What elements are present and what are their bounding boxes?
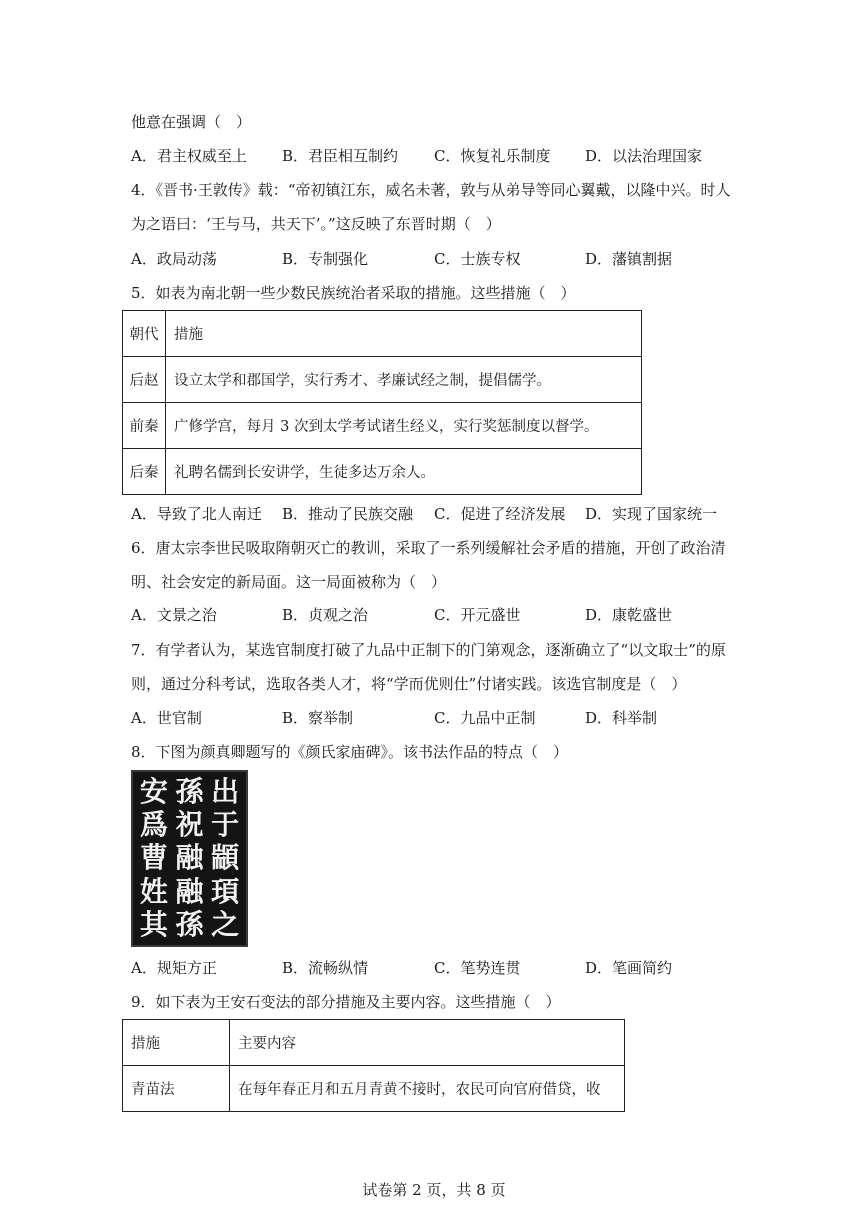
table-cell: 前秦 xyxy=(123,403,166,449)
q4-stem-line1: 4．《晋书·王敦传》载：“帝初镇江东，威名未著，敦与从弟导等同心翼戴，以隆中兴。时人 xyxy=(131,181,731,199)
q4-option-a: A．政局动荡 xyxy=(131,250,217,268)
calligraphy-char: 融 xyxy=(175,874,204,908)
q6-options xyxy=(131,605,751,625)
q5-stem: 5．如表为南北朝一些少数民族统治者采取的措施。这些措施（ ） xyxy=(131,284,576,302)
calligraphy-char: 出 xyxy=(211,774,240,808)
q3-option-d: D．以法治理国家 xyxy=(585,147,703,165)
calligraphy-char: 爲 xyxy=(139,808,168,842)
calligraphy-char: 姓 xyxy=(139,874,168,908)
calligraphy-char: 頊 xyxy=(211,874,240,908)
table-header-cell: 措施 xyxy=(166,311,642,357)
page-footer: 试卷第 2 页，共 8 页 xyxy=(362,1181,506,1199)
calligraphy-char: 曹 xyxy=(139,841,168,875)
calligraphy-char: 顓 xyxy=(211,841,240,875)
q5-option-b: B．推动了民族交融 xyxy=(282,505,414,523)
q4-options xyxy=(131,249,751,269)
q4-option-c: C．士族专权 xyxy=(434,250,521,268)
calligraphy-char: 融 xyxy=(175,841,204,875)
q6-option-d: D．康乾盛世 xyxy=(585,606,673,624)
calligraphy-image xyxy=(131,770,248,947)
table-cell: 后秦 xyxy=(123,449,166,495)
q3-option-c: C．恢复礼乐制度 xyxy=(434,147,551,165)
q5-options xyxy=(131,504,751,524)
q8-option-d: D．笔画简约 xyxy=(585,959,673,977)
q3-option-a: A．君主权威至上 xyxy=(131,147,247,165)
q7-option-d: D．科举制 xyxy=(585,709,658,727)
table-cell: 礼聘名儒到长安讲学，生徒多达万余人。 xyxy=(166,449,642,495)
q9-table xyxy=(122,1019,625,1112)
q8-option-a: A．规矩方正 xyxy=(131,959,217,977)
q4-option-b: B．专制强化 xyxy=(282,250,369,268)
table-row xyxy=(123,449,642,495)
calligraphy-char: 之 xyxy=(211,908,240,942)
q8-stem: 8．下图为颜真卿题写的《颜氏家庙碑》。该书法作品的特点（ ） xyxy=(131,743,569,761)
q7-options xyxy=(131,708,751,728)
calligraphy-char: 孫 xyxy=(175,774,204,808)
table-cell: 广修学宫，每月 3 次到太学考试诸生经义，实行奖惩制度以督学。 xyxy=(166,403,642,449)
calligraphy-char: 其 xyxy=(139,908,168,942)
q6-stem-line2: 明、社会安定的新局面。这一局面被称为（ ） xyxy=(131,573,447,591)
table-row xyxy=(123,357,642,403)
q5-option-c: C．促进了经济发展 xyxy=(434,505,566,523)
calligraphy-char: 孫 xyxy=(175,908,204,942)
table-row xyxy=(123,1066,625,1112)
table-cell: 在每年春正月和五月青黄不接时，农民可向官府借贷，收 xyxy=(230,1066,625,1112)
q4-stem-line2: 为之语曰：‘王与马，共天下’。”这反映了东晋时期（ ） xyxy=(131,215,501,233)
q7-option-b: B．察举制 xyxy=(282,709,354,727)
q7-stem-line2: 则，通过分科考试，选取各类人才，将“学而优则仕”付诸实践。该选官制度是（ ） xyxy=(131,675,687,693)
q7-stem-line1: 7．有学者认为，某选官制度打破了九品中正制下的门第观念，逐渐确立了“以文取士”的原 xyxy=(131,641,726,659)
q6-stem-line1: 6．唐太宗李世民吸取隋朝灭亡的教训，采取了一系列缓解社会矛盾的措施，开创了政治清 xyxy=(131,539,726,557)
q8-option-b: B．流畅纵情 xyxy=(282,959,369,977)
table-header-cell: 朝代 xyxy=(123,311,166,357)
q3-stem-tail: 他意在强调（ ） xyxy=(131,113,252,131)
calligraphy-char: 祝 xyxy=(175,808,204,842)
calligraphy-char: 安 xyxy=(139,774,168,808)
q6-option-c: C．开元盛世 xyxy=(434,606,521,624)
q4-option-d: D．藩镇割据 xyxy=(585,250,673,268)
table-row xyxy=(123,403,642,449)
q9-stem: 9．如下表为王安石变法的部分措施及主要内容。这些措施（ ） xyxy=(131,993,561,1011)
calligraphy-char: 于 xyxy=(211,808,240,842)
table-header-cell: 主要内容 xyxy=(230,1020,625,1066)
q6-option-b: B．贞观之治 xyxy=(282,606,369,624)
table-cell: 青苗法 xyxy=(123,1066,230,1112)
q7-option-c: C．九品中正制 xyxy=(434,709,536,727)
table-header-row xyxy=(123,311,642,357)
q8-options xyxy=(131,958,751,978)
q3-option-b: B．君臣相互制约 xyxy=(282,147,399,165)
q6-option-a: A．文景之治 xyxy=(131,606,217,624)
table-header-row xyxy=(123,1020,625,1066)
q7-option-a: A．世官制 xyxy=(131,709,202,727)
table-header-cell: 措施 xyxy=(123,1020,230,1066)
table-cell: 设立太学和郡国学，实行秀才、孝廉试经之制，提倡儒学。 xyxy=(166,357,642,403)
q5-option-d: D．实现了国家统一 xyxy=(585,505,718,523)
q3-options xyxy=(131,146,751,166)
q8-option-c: C．笔势连贯 xyxy=(434,959,521,977)
table-cell: 后赵 xyxy=(123,357,166,403)
q5-table xyxy=(122,310,642,495)
q5-option-a: A．导致了北人南迁 xyxy=(131,505,262,523)
